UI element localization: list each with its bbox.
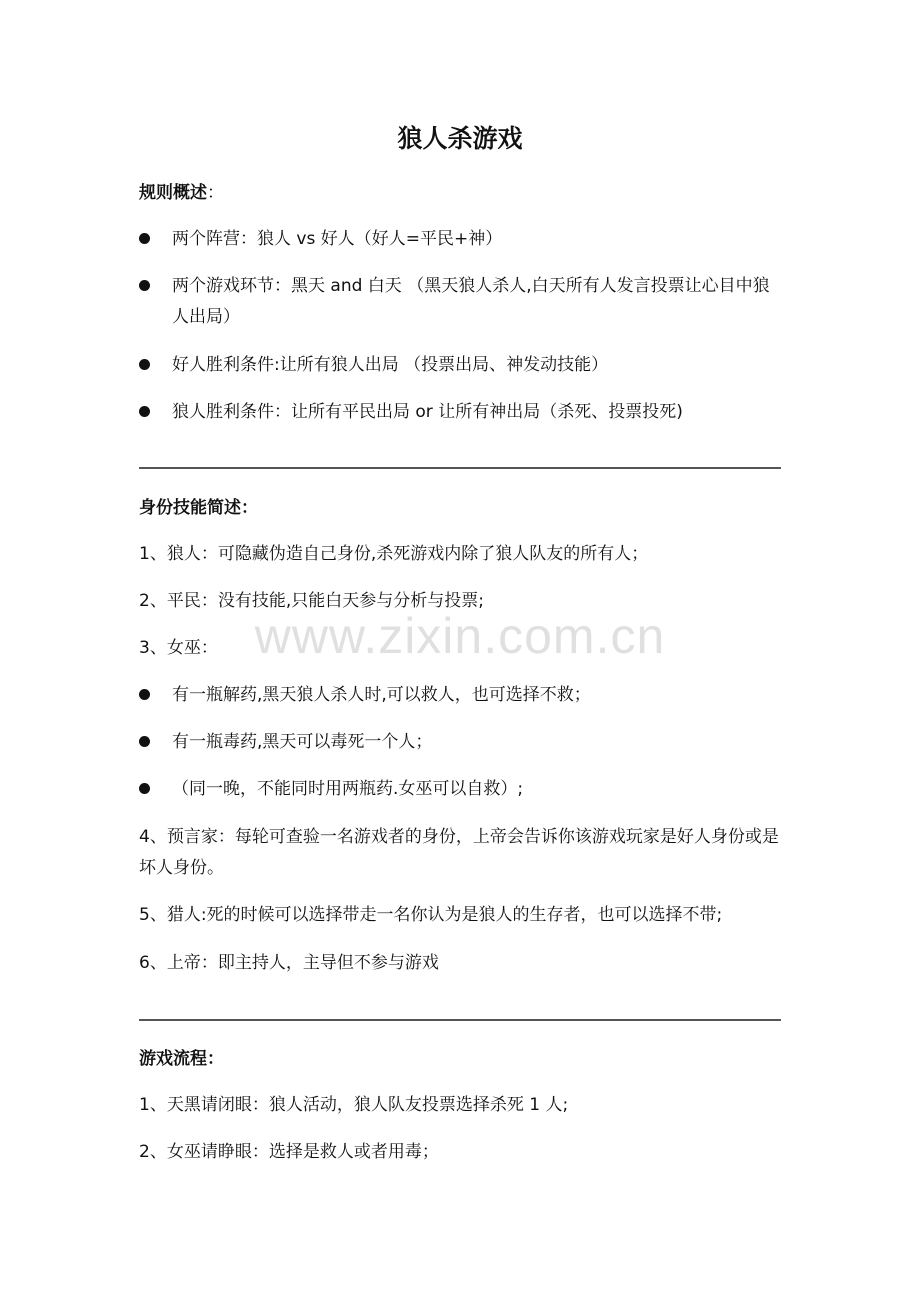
witch-item xyxy=(139,774,784,805)
rule-item-text: 两个阵营：狼人 vs 好人（好人=平民+神） xyxy=(172,229,503,249)
roles-heading: 身份技能简述： xyxy=(139,498,258,518)
rule-item xyxy=(139,397,784,428)
role-line: 4、预言家：每轮可查验一名游戏者的身份，上帝会告诉你该游戏玩家是好人身份或是坏人身份。 xyxy=(139,827,779,878)
role-line: 1、狼人：可隐藏伪造自己身份,杀死游戏内除了狼人队友的所有人； xyxy=(139,544,649,564)
document-title: 狼人杀游戏 xyxy=(397,124,523,153)
witch-item-text: （同一晚，不能同时用两瓶药.女巫可以自救）; xyxy=(172,779,524,799)
flow-heading: 游戏流程： xyxy=(139,1049,224,1069)
role-line: 3、女巫： xyxy=(139,638,218,658)
rule-item xyxy=(139,224,784,255)
bullet-icon xyxy=(139,359,150,370)
witch-item xyxy=(139,727,784,758)
rule-item xyxy=(139,271,784,333)
rule-item-text: 狼人胜利条件：让所有平民出局 or 让所有神出局（杀死、投票投死) xyxy=(172,402,683,422)
rules-heading-colon: ： xyxy=(207,183,224,203)
flow-line: 1、天黑请闭眼：狼人活动，狼人队友投票选择杀死 1 人; xyxy=(139,1095,569,1115)
role-line: 6、上帝：即主持人，主导但不参与游戏 xyxy=(139,953,439,973)
rule-item-text: 两个游戏环节：黑天 and 白天 （黑天狼人杀人,白天所有人发言投票让心目中狼人出局） xyxy=(172,276,770,327)
role-line: 2、平民：没有技能,只能白天参与分析与投票; xyxy=(139,591,484,611)
bullet-icon xyxy=(139,233,150,244)
bullet-icon xyxy=(139,736,150,747)
rule-item-text: 好人胜利条件:让所有狼人出局 （投票出局、神发动技能） xyxy=(172,355,609,375)
bullet-icon xyxy=(139,406,150,417)
role-line: 5、猎人:死的时候可以选择带走一名你认为是狼人的生存者，也可以选择不带; xyxy=(139,905,723,925)
bullet-icon xyxy=(139,783,150,794)
rule-item xyxy=(139,350,784,381)
section-divider xyxy=(139,467,781,469)
rules-heading xyxy=(139,180,224,206)
rules-heading-text: 规则概述 xyxy=(139,183,207,203)
bullet-icon xyxy=(139,689,150,700)
witch-item xyxy=(139,680,784,711)
witch-item-text: 有一瓶毒药,黑天可以毒死一个人； xyxy=(172,732,433,752)
witch-item-text: 有一瓶解药,黑天狼人杀人时,可以救人，也可选择不救； xyxy=(172,685,591,705)
bullet-icon xyxy=(139,280,150,291)
flow-line: 2、女巫请睁眼：选择是救人或者用毒； xyxy=(139,1142,439,1162)
section-divider xyxy=(139,1019,781,1021)
watermark: www.zixin.com.cn xyxy=(254,608,666,664)
